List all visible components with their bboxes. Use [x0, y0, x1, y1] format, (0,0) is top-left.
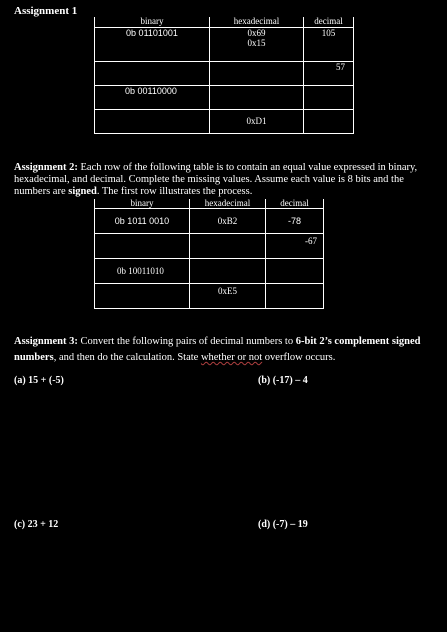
header-binary: binary: [95, 17, 210, 27]
decimal-cell[interactable]: -67: [266, 234, 324, 259]
assignment-3-title: Assignment 3:: [14, 336, 78, 347]
table-row: [95, 259, 324, 284]
decimal-cell[interactable]: [304, 109, 354, 133]
hex-cell[interactable]: [210, 85, 304, 109]
header-decimal: decimal: [266, 199, 324, 209]
binary-cell[interactable]: [95, 284, 190, 309]
binary-cell[interactable]: 0b 01101001: [95, 27, 210, 61]
binary-cell[interactable]: 0b 10011010: [95, 259, 190, 284]
assignment-2-table: [94, 199, 324, 309]
problem-d: (d) (-7) – 19: [258, 519, 308, 530]
header-decimal: decimal: [304, 17, 354, 27]
binary-cell[interactable]: [95, 234, 190, 259]
assignment-2-title: Assignment 2:: [14, 162, 78, 173]
decimal-cell[interactable]: [266, 259, 324, 284]
assignment-2-text: Assignment 2: Each row of the following table is to contain an equal value expressed in binary, hexadecimal, and decimal. Complete the missing values. Assume each value is 8 bits and the numbers are signed. The first row illustrates the process.: [14, 162, 418, 197]
hex-cell[interactable]: 0xD1: [210, 109, 304, 133]
problem-a: (a) 15 + (-5): [14, 375, 64, 386]
decimal-cell[interactable]: 105: [304, 27, 354, 61]
assignment-1-table: [94, 17, 354, 134]
hex-cell[interactable]: 0xB2: [190, 209, 266, 234]
assignment-1-title: Assignment 1: [14, 5, 78, 17]
hex-cell[interactable]: [190, 259, 266, 284]
problem-c: (c) 23 + 12: [14, 519, 59, 530]
table-row: [95, 61, 354, 85]
hex-cell[interactable]: [210, 61, 304, 85]
decimal-cell[interactable]: [266, 284, 324, 309]
assignment-3-text: Assignment 3: Convert the following pairs of decimal numbers to 6-bit 2’s complement signed numbers, and then do the calculation. State whether or not overflow occurs.: [14, 336, 421, 363]
table-row: [95, 85, 354, 109]
decimal-cell[interactable]: -78: [266, 209, 324, 234]
table-row: [95, 209, 324, 234]
problem-b: (b) (-17) – 4: [258, 375, 308, 386]
header-hexadecimal: hexadecimal: [190, 199, 266, 209]
table-row: [95, 284, 324, 309]
hex-cell[interactable]: 0xE5: [190, 284, 266, 309]
binary-cell[interactable]: [95, 109, 210, 133]
hex-cell[interactable]: [190, 234, 266, 259]
binary-cell[interactable]: [95, 61, 210, 85]
binary-cell[interactable]: 0b 00110000: [95, 85, 210, 109]
header-binary: binary: [95, 199, 190, 209]
hex-cell[interactable]: 0x69 0x15: [210, 27, 304, 61]
binary-cell[interactable]: 0b 1011 0010: [95, 209, 190, 234]
decimal-cell[interactable]: 57: [304, 61, 354, 85]
table-row: [95, 27, 354, 61]
table-row: [95, 109, 354, 133]
decimal-cell[interactable]: [304, 85, 354, 109]
header-hexadecimal: hexadecimal: [210, 17, 304, 27]
table-row: [95, 234, 324, 259]
